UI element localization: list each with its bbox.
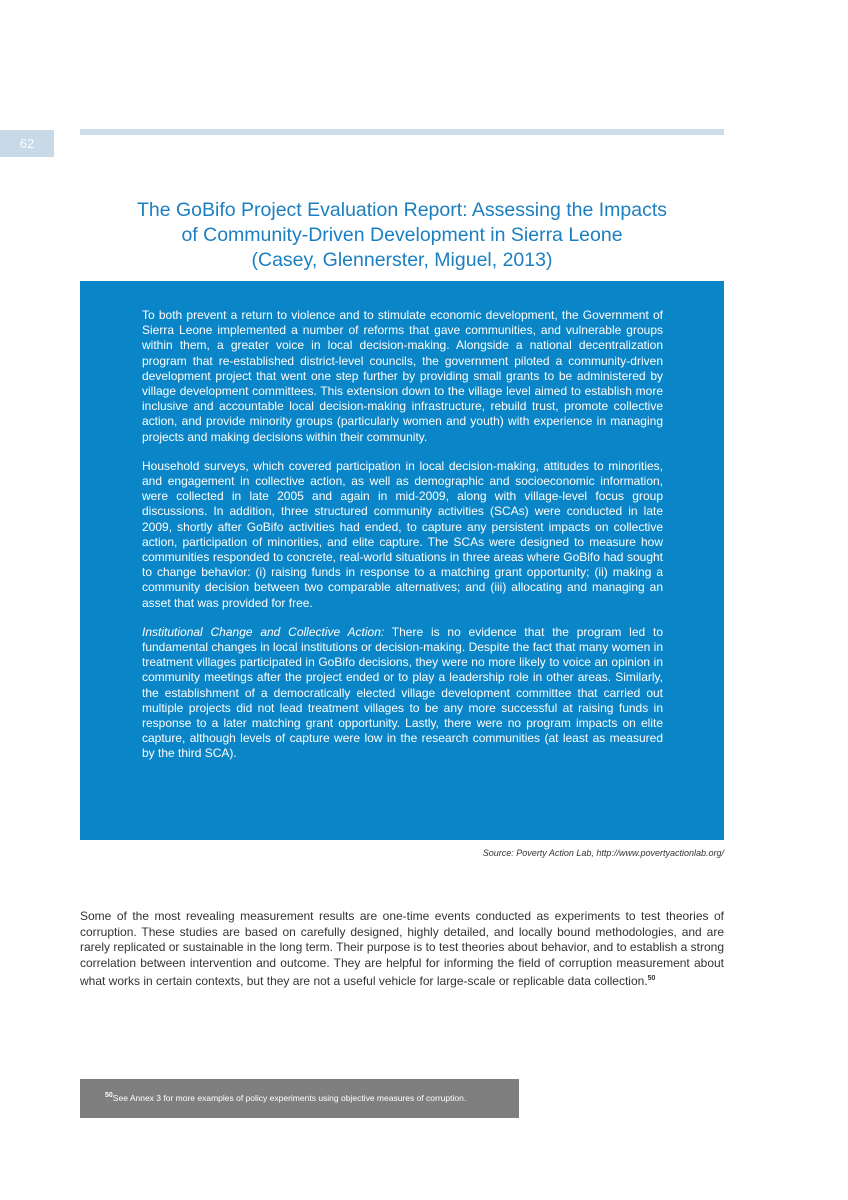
- title-line-1: The GoBifo Project Evaluation Report: Assessing the Impacts: [136, 199, 667, 221]
- box-paragraph-2: Household surveys, which covered participation in local decision-making, attitudes to minorities, and engagement in collective action, as well as demographic and socioeconomic information, were collected in late 2005 and again in mid-2009, along with village-level focus group discussions. In addition, three structured community activities (SCAs) were conducted in late 2009, shortly after GoBifo activities had ended, to capture any persistent impacts on collective action, participation of minorities, and elite capture. The SCAs were designed to measure how communities responded to concrete, real-world situations in three areas where GoBifo had sought to change behavior: (i) raising funds in response to a matching grant opportunity; (ii) making a community decision between two comparable alternatives; and (iii) allocating and managing an asset that was provided for free.: [142, 458, 663, 610]
- footnote-marker: 50: [105, 1092, 113, 1099]
- case-study-text: [142, 308, 663, 776]
- box-paragraph-1: To both prevent a return to violence and to stimulate economic development, the Government of Sierra Leone implemented a number of reforms that gave communities, and vulnerable groups within them, a greater voice in local decision-making. Alongside a national decentralization program that re-established district-level councils, the government piloted a community-driven development project that went one step further by providing small grants to be administered by village development committees. This extension down to the village level aimed to establish more inclusive and accountable local decision-making infrastructure, rebuild trust, promote collective action, and provide minority groups (particularly women and youth) with experience in managing projects and making decisions within their community.: [142, 308, 663, 444]
- footnote-text: [105, 1092, 466, 1103]
- footnote-reference: 50: [647, 975, 656, 982]
- footnote-box: [80, 1079, 519, 1118]
- title-line-2: of Community-Driven Development in Sierra Leone: [181, 224, 623, 246]
- body-paragraph: [80, 909, 724, 990]
- box-title: [80, 198, 724, 273]
- footnote-body: See Annex 3 for more examples of policy experiments using objective measures of corruption.: [112, 1092, 467, 1103]
- box-paragraph-3-body: There is no evidence that the program led to fundamental changes in local institutions or decision-making. Despite the fact that many women in treatment villages participated in GoBifo decisions, they were no more likely to voice an opinion in community meetings after the project ended or to play a leadership role in other areas. Similarly, the establishment of a democratically elected village development committee that carried out multiple projects did not lead treatment villages to be any more successful at raising funds in response to a later matching grant opportunity. Lastly, there were no program impacts on elite capture, although levels of capture were low in the research communities (at least as measured by the third SCA).: [142, 624, 663, 761]
- box-paragraph-3: [142, 625, 663, 762]
- header-rule: [80, 129, 724, 135]
- box-paragraph-3-lead: Institutional Change and Collective Action:: [142, 624, 385, 639]
- case-study-box: [80, 281, 724, 840]
- title-line-3: (Casey, Glennerster, Miguel, 2013): [251, 249, 553, 271]
- page-number: 62: [0, 130, 54, 157]
- body-paragraph-text: Some of the most revealing measurement results are one-time events conducted as experiments to test theories of corruption. These studies are based on carefully designed, highly detailed, and locally bound methodologies, and are rarely replicated or sustainable in the long term. Their purpose is to test theories about behavior, and to establish a strong correlation between intervention and outcome. They are helpful for informing the field of corruption measurement about what works in certain contexts, but they are not a useful vehicle for large-scale or replicable data collection.: [80, 909, 724, 988]
- source-citation: Source: Poverty Action Lab, http://www.povertyactionlab.org/: [482, 848, 724, 858]
